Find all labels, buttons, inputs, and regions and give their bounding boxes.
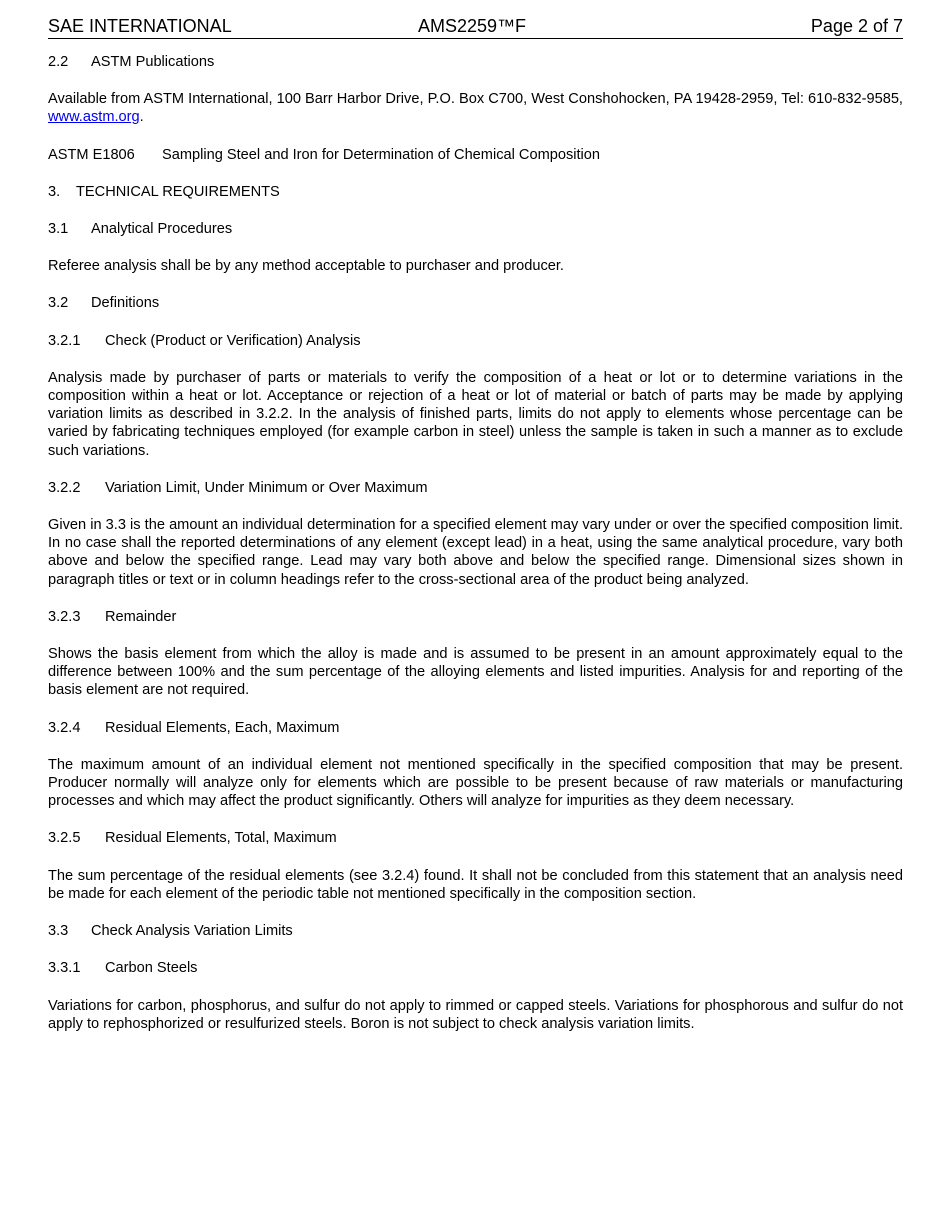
section-heading-2-2: 2.2 ASTM Publications: [48, 54, 215, 70]
section-heading-3-3: 3.3 Check Analysis Variation Limits: [48, 923, 293, 940]
paragraph-3-2-2: Given in 3.3 is the amount an individual determination for a specified element may vary under or over the specified composition limit. In no case shall the reported determinations of any element (except lead) in a heat, using the same analytical procedure, vary both above and below the specified range. Lead may vary both above and below the specified range. Dimensional sizes shown in paragraph titles or text or in column headings refer to the cross-sectional area of the product being analyzed.: [48, 517, 903, 588]
document-page: [48, 14, 903, 1033]
section-heading-3-2-3: 3.2.3 Remainder: [48, 608, 177, 625]
section-heading-3: 3. TECHNICAL REQUIREMENTS: [48, 183, 280, 200]
paragraph-3-2-5: The sum percentage of the residual elements (see 3.2.4) found. It shall not be concluded from this statement that an analysis need be made for each element of the periodic table not mentioned specifically in the composition section.: [48, 867, 903, 902]
document-body: [48, 53, 903, 1033]
header-org: SAE INTERNATIONAL: [48, 16, 232, 36]
astm-availability-paragraph: Available from ASTM International, 100 Barr Harbor Drive, P.O. Box C700, West Conshohocken, PA 19428-2959, Tel: 610-832-9585, www.astm.org.: [48, 91, 903, 126]
page-header: [48, 14, 903, 39]
astm-website-link[interactable]: www.astm.org: [48, 109, 140, 126]
section-heading-3-2-5: 3.2.5 Residual Elements, Total, Maximum: [48, 830, 337, 847]
reference-astm-e1806: ASTM E1806 Sampling Steel and Iron for Determination of Chemical Composition: [48, 146, 601, 163]
paragraph-3-1: Referee analysis shall be by any method acceptable to purchaser and producer.: [48, 258, 564, 275]
paragraph-3-2-4: The maximum amount of an individual element not mentioned specifically in the specified composition that may be present. Producer normally will analyze only for elements which are possible to be present because of raw materials or manufacturing processes and which may affect the product significantly. Others will analyze for impurities as they deem necessary.: [48, 756, 903, 810]
section-heading-3-2-2: 3.2.2 Variation Limit, Under Minimum or Over Maximum: [48, 479, 428, 496]
header-page-number: Page 2 of 7: [810, 16, 903, 36]
section-heading-3-3-1: 3.3.1 Carbon Steels: [48, 960, 198, 977]
paragraph-3-2-3: Shows the basis element from which the alloy is made and is assumed to be present in an amount approximately equal to the difference between 100% and the sum percentage of the alloying elements and listed impurities. Analysis for and reporting of the basis element are not required.: [48, 646, 903, 699]
header-doc-id: AMS2259™F: [418, 16, 527, 36]
paragraph-3-3-1: Variations for carbon, phosphorus, and sulfur do not apply to rimmed or capped steels. Variations for phosphorous and sulfur do not apply to rephosphorized or resulfurized steels. Boron is not subject to check analysis variation limits.: [48, 997, 903, 1032]
section-heading-3-2-4: 3.2.4 Residual Elements, Each, Maximum: [48, 719, 340, 736]
section-heading-3-2-1: 3.2.1 Check (Product or Verification) Analysis: [48, 332, 361, 349]
section-heading-3-1: 3.1 Analytical Procedures: [48, 221, 233, 238]
paragraph-3-2-1: Analysis made by purchaser of parts or materials to verify the composition of a heat or lot or to determine variations in the composition within a heat or lot. Acceptance or rejection of a heat or lot of material or batch of parts may be made by applying variation limits as described in 3.2.2. In the analysis of finished parts, limits do not apply to elements whose percentage can be varied by fabricating techniques employed (for example carbon in steel) unless the sample is taken in such a manner as to exclude such variations.: [48, 369, 903, 459]
section-heading-3-2: 3.2 Definitions: [48, 295, 160, 312]
